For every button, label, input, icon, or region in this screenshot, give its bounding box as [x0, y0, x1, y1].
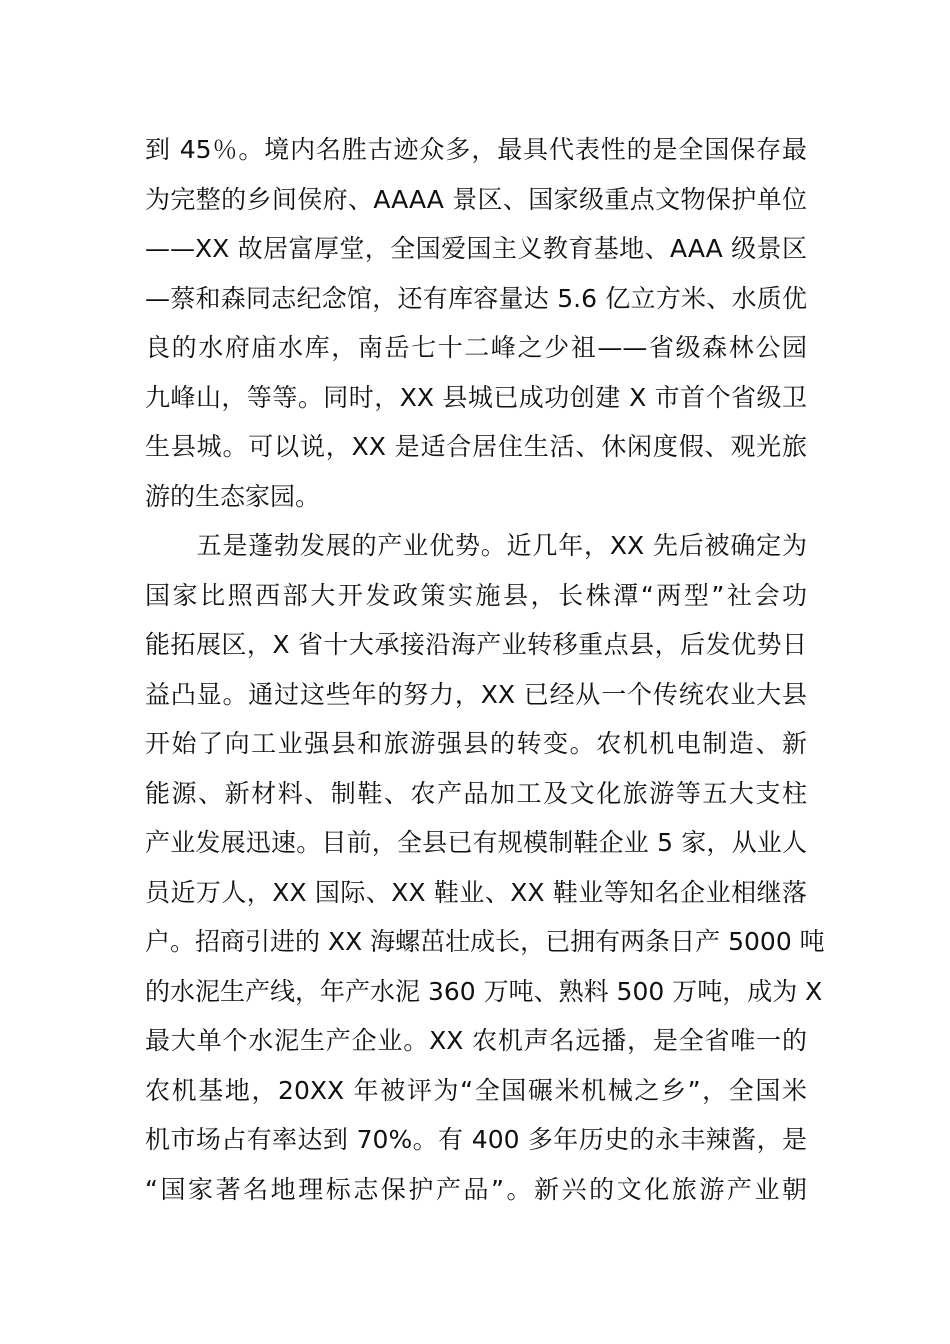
text-line: 国家比照西部大开发政策实施县，长株潭“两型”社会功	[145, 580, 807, 610]
text-line: 机市场占有率达到 70%。有 400 多年历史的永丰辣酱，是	[145, 1125, 807, 1154]
text-line: 九峰山，等等。同时，XX 县城已成功创建 X 市首个省级卫	[145, 382, 807, 412]
text-line: 户。招商引进的 XX 海螺茁壮成长，已拥有两条日产 5000 吨	[145, 927, 825, 956]
text-line: 能源、新材料、制鞋、农产品加工及文化旅游等五大支柱	[145, 778, 807, 808]
text-line: 最大单个水泥生产企业。XX 农机声名远播，是全省唯一的	[145, 1026, 807, 1055]
paragraph-start-line: 五是蓬勃发展的产业优势。近几年，XX 先后被确定为	[145, 531, 807, 560]
text-line: 到 45％。境内名胜古迹众多，最具代表性的是全国保存最	[145, 135, 807, 164]
text-line: 良的水府庙水库，南岳七十二峰之少祖——省级森林公园	[145, 333, 807, 362]
text-line: ——XX 故居富厚堂，全国爱国主义教育基地、AAA 级景区	[145, 234, 807, 263]
text-line: “国家著名地理标志保护产品”。新兴的文化旅游产业朝	[145, 1174, 807, 1204]
text-line: 生县城。可以说，XX 是适合居住生活、休闲度假、观光旅	[145, 432, 807, 461]
text-line: 农机基地，20XX 年被评为“全国碾米机械之乡”，全国米	[145, 1075, 807, 1105]
text-line: 为完整的乡间侯府、AAAA 景区、国家级重点文物保护单位	[145, 184, 807, 214]
text-line: 员近万人，XX 国际、XX 鞋业、XX 鞋业等知名企业相继落	[145, 877, 807, 907]
text-line: 产业发展迅速。目前，全县已有规模制鞋企业 5 家，从业人	[145, 828, 807, 857]
text-line: 益凸显。通过这些年的努力，XX 已经从一个传统农业大县	[145, 679, 807, 709]
text-line: 开始了向工业强县和旅游强县的转变。农机机电制造、新	[145, 729, 807, 758]
text-line: —蔡和森同志纪念馆，还有库容量达 5.6 亿立方米、水质优	[145, 283, 807, 313]
text-line: 能拓展区，X 省十大承接沿海产业转移重点县，后发优势日	[145, 630, 807, 659]
body-text	[145, 125, 825, 1214]
text-line: 的水泥生产线，年产水泥 360 万吨、熟料 500 万吨，成为 X	[145, 976, 823, 1006]
paragraph-end-line: 游的生态家园。	[145, 481, 321, 511]
